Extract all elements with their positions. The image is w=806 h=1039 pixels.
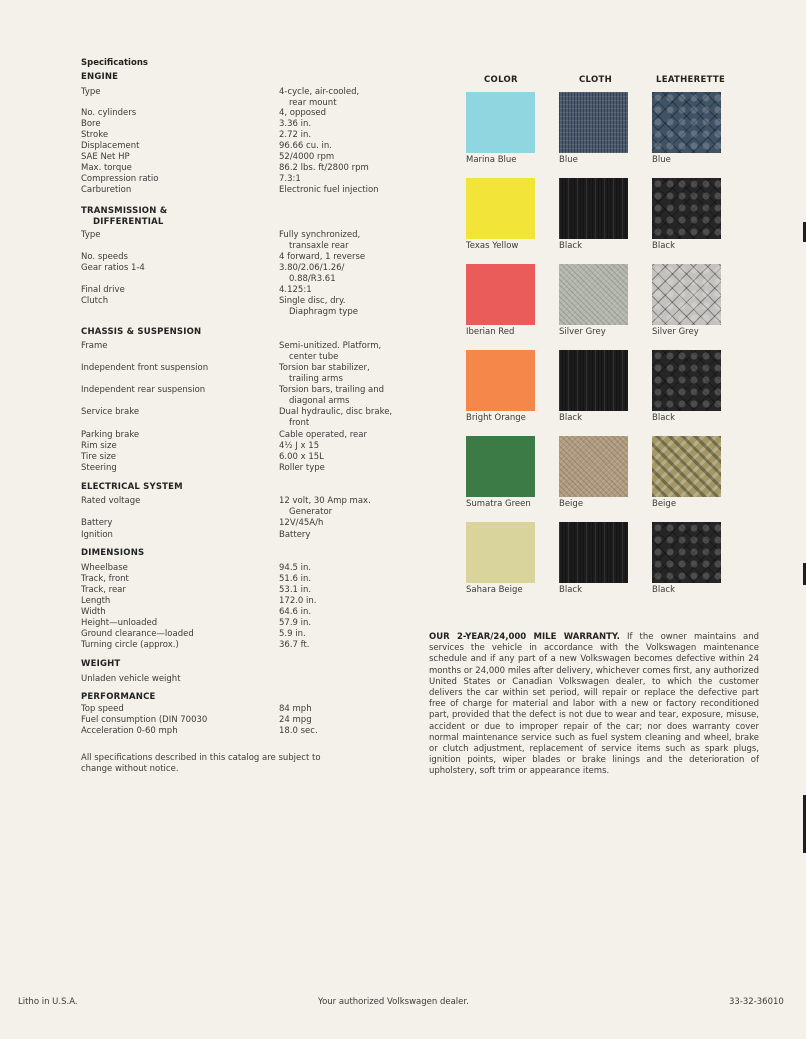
- spec-label: Max. torque: [81, 163, 132, 173]
- cloth-swatch-label: Blue: [559, 155, 578, 165]
- leatherette-swatch: [652, 178, 721, 239]
- spec-value: [279, 496, 469, 518]
- spec-label: No. cylinders: [81, 108, 137, 118]
- warranty-body: If the owner maintains and services the vehicle in accordance with the Volkswagen maintenance schedule and if any part of a new Volkswagen becomes defective within 24 months or 24,000 miles after delivery, whichever comes first, any authorized United States or Canadian Volkswagen dealer, to which the customer delivers the car within set period, will repair or replace the defective part free of charge for material and labor with a new or factory reconditioned part, provided that the defect is not due to wear and tear, exposure, misuse, accident or due to improper repair of the car; nor does warranty cover normal maintenance service such as fuel system cleaning and wheel, brake or clutch adjustment, replacement of service items such as spark plugs, ignition points, wiper blades or brake linings and the deterioration of upholstery, soft trim or appearance items.: [429, 632, 759, 777]
- section-heading-chassis: CHASSIS & SUSPENSION: [81, 327, 202, 337]
- spec-value-line: 24 mpg: [279, 715, 312, 725]
- color-swatch-label: Bright Orange: [466, 413, 526, 423]
- spec-value-line: Single disc, dry.: [279, 296, 346, 306]
- warranty-text: [429, 632, 759, 778]
- spec-value: [279, 185, 469, 196]
- spec-value-line: Semi-unitized. Platform,: [279, 341, 382, 351]
- spec-value: [279, 87, 469, 109]
- spec-value-line: 6.00 x 15L: [279, 452, 324, 462]
- color-swatch-label: Sahara Beige: [466, 585, 523, 595]
- spec-label: Bore: [81, 119, 101, 129]
- spec-value-line: 94.5 in.: [279, 563, 312, 573]
- spec-value-line: Cable operated, rear: [279, 430, 367, 440]
- spec-label: Frame: [81, 341, 108, 351]
- header-cloth: CLOTH: [579, 75, 612, 85]
- spec-label: No. speeds: [81, 252, 128, 262]
- spec-label: Acceleration 0-60 mph: [81, 726, 178, 736]
- spec-label: Independent front suspension: [81, 363, 209, 373]
- spec-value: [279, 463, 469, 474]
- spec-label: Displacement: [81, 141, 140, 151]
- spec-value: [279, 618, 469, 629]
- spec-value-line: 7.3:1: [279, 174, 301, 184]
- cloth-swatch: [559, 350, 628, 411]
- cloth-swatch: [559, 92, 628, 153]
- spec-value-line: front: [289, 418, 310, 429]
- spec-value: [279, 296, 469, 318]
- spec-value: [279, 596, 469, 607]
- header-leatherette: LEATHERETTE: [656, 75, 726, 85]
- spec-value: [279, 441, 469, 452]
- specifications-title: Specifications: [81, 58, 148, 68]
- spec-label: Parking brake: [81, 430, 140, 440]
- section-heading-electrical: ELECTRICAL SYSTEM: [81, 482, 183, 492]
- leatherette-swatch-label: Black: [652, 585, 675, 595]
- cloth-swatch: [559, 522, 628, 583]
- spec-value-line: 86.2 lbs. ft/2800 rpm: [279, 163, 369, 173]
- spec-value: [279, 174, 469, 185]
- spec-value-line: 12V/45A/h: [279, 518, 324, 528]
- spec-value: [279, 385, 469, 407]
- spec-label: Final drive: [81, 285, 125, 295]
- cloth-swatch-label: Black: [559, 585, 582, 595]
- spec-label: Tire size: [81, 452, 117, 462]
- spec-value-line: 4, opposed: [279, 108, 327, 118]
- section-heading-transmission: [81, 206, 167, 228]
- spec-label: Width: [81, 607, 106, 617]
- spec-label: Compression ratio: [81, 174, 159, 184]
- spec-value: [279, 363, 469, 385]
- spec-value: [279, 230, 469, 252]
- spec-value: [279, 163, 469, 174]
- leatherette-swatch: [652, 522, 721, 583]
- color-swatch: [466, 350, 535, 411]
- spec-label: Service brake: [81, 407, 140, 417]
- cloth-swatch: [559, 178, 628, 239]
- spec-value: [279, 530, 469, 541]
- color-swatch-label: Texas Yellow: [466, 241, 519, 251]
- leatherette-swatch: [652, 264, 721, 325]
- spec-value-line: 12 volt, 30 Amp max.: [279, 496, 371, 506]
- spec-value: [279, 574, 469, 585]
- spec-value-line: 84 mph: [279, 704, 312, 714]
- spec-value-line: Generator: [289, 507, 333, 518]
- spec-label: Carburetion: [81, 185, 132, 195]
- spec-value: [279, 119, 469, 130]
- spec-value: [279, 341, 469, 363]
- spec-label: Rim size: [81, 441, 117, 451]
- spec-label: Steering: [81, 463, 117, 473]
- spec-value-line: 3.80/2.06/1.26/: [279, 263, 345, 273]
- spec-value: [279, 141, 469, 152]
- spec-label: Gear ratios 1-4: [81, 263, 145, 273]
- spec-value: [279, 152, 469, 163]
- section-heading-dimensions: DIMENSIONS: [81, 548, 145, 558]
- spec-value-line: 4½ J x 15: [279, 441, 320, 451]
- spec-value-line: Fully synchronized,: [279, 230, 361, 240]
- spec-value: [279, 407, 469, 429]
- footer-litho: Litho in U.S.A.: [18, 997, 78, 1007]
- spec-value: [279, 607, 469, 618]
- section-heading-weight: WEIGHT: [81, 659, 121, 669]
- spec-label: Rated voltage: [81, 496, 141, 506]
- spec-value-line: Torsion bars, trailing and: [279, 385, 385, 395]
- spec-value-line: 0.88/R3.61: [289, 274, 336, 285]
- cloth-swatch-label: Black: [559, 413, 582, 423]
- leatherette-swatch: [652, 350, 721, 411]
- spec-value-line: 53.1 in.: [279, 585, 312, 595]
- section-heading-line: TRANSMISSION &: [81, 206, 168, 216]
- spec-value: [279, 452, 469, 463]
- spec-label: Type: [81, 230, 101, 240]
- spec-label: Length: [81, 596, 111, 606]
- spec-label: Clutch: [81, 296, 109, 306]
- spec-value-line: center tube: [289, 352, 339, 363]
- spec-value-line: 51.6 in.: [279, 574, 312, 584]
- spec-value-line: 52/4000 rpm: [279, 152, 335, 162]
- spec-value-line: 18.0 sec.: [279, 726, 318, 736]
- spec-value-line: trailing arms: [289, 374, 343, 385]
- leatherette-swatch-label: Silver Grey: [652, 327, 699, 337]
- color-swatch-label: Marina Blue: [466, 155, 517, 165]
- spec-label: Ground clearance—loaded: [81, 629, 194, 639]
- spec-value: [279, 285, 469, 296]
- cloth-swatch-label: Silver Grey: [559, 327, 606, 337]
- spec-label: Track, rear: [81, 585, 126, 595]
- spec-value-line: 64.6 in.: [279, 607, 312, 617]
- spec-value-line: Roller type: [279, 463, 325, 473]
- spec-label: Top speed: [81, 704, 124, 714]
- color-swatch: [466, 522, 535, 583]
- color-swatch: [466, 436, 535, 497]
- spec-value: [279, 130, 469, 141]
- spec-value-line: rear mount: [289, 98, 337, 109]
- spec-label: Fuel consumption (DIN 70030: [81, 715, 208, 725]
- section-heading-performance: PERFORMANCE: [81, 692, 156, 702]
- spec-value-line: 5.9 in.: [279, 629, 306, 639]
- leatherette-swatch: [652, 436, 721, 497]
- spec-label: Battery: [81, 518, 113, 528]
- spec-value: [279, 252, 469, 263]
- footer-dealer: Your authorized Volkswagen dealer.: [318, 997, 469, 1007]
- cloth-swatch: [559, 264, 628, 325]
- spec-value-line: Battery: [279, 530, 311, 540]
- spec-value-line: transaxle rear: [289, 241, 349, 252]
- spec-value: [279, 263, 469, 285]
- color-swatch: [466, 264, 535, 325]
- color-swatch: [466, 178, 535, 239]
- leatherette-swatch-label: Blue: [652, 155, 671, 165]
- specs-note: All specifications described in this catalog are subject to change without notice.: [81, 753, 321, 775]
- spec-value-line: Torsion bar stabilizer,: [279, 363, 370, 373]
- spec-value: [279, 563, 469, 574]
- spec-value-line: Electronic fuel injection: [279, 185, 379, 195]
- leatherette-swatch-label: Black: [652, 241, 675, 251]
- section-heading-engine: ENGINE: [81, 72, 119, 82]
- leatherette-swatch-label: Black: [652, 413, 675, 423]
- leatherette-swatch-label: Beige: [652, 499, 677, 509]
- spec-value-line: Diaphragm type: [289, 307, 358, 318]
- cloth-swatch-label: Black: [559, 241, 582, 251]
- spec-value-line: 4-cycle, air-cooled,: [279, 87, 360, 97]
- spec-label: SAE Net HP: [81, 152, 130, 162]
- spec-label: Height—unloaded: [81, 618, 158, 628]
- color-swatch: [466, 92, 535, 153]
- spec-value: [279, 108, 469, 119]
- spec-label: Unladen vehicle weight: [81, 674, 181, 684]
- spec-value-line: 36.7 ft.: [279, 640, 310, 650]
- spec-value-line: diagonal arms: [289, 396, 350, 407]
- cloth-swatch: [559, 436, 628, 497]
- spec-label: Turning circle (approx.): [81, 640, 179, 650]
- spec-value-line: 96.66 cu. in.: [279, 141, 332, 151]
- spec-label: Independent rear suspension: [81, 385, 206, 395]
- header-color: COLOR: [484, 75, 518, 85]
- cloth-swatch-label: Beige: [559, 499, 584, 509]
- spec-value: [279, 585, 469, 596]
- spec-label: Ignition: [81, 530, 113, 540]
- spec-label: Stroke: [81, 130, 109, 140]
- spec-label: Wheelbase: [81, 563, 128, 573]
- spec-value: [279, 430, 469, 441]
- spec-label: Track, front: [81, 574, 129, 584]
- spec-value-line: 4 forward, 1 reverse: [279, 252, 366, 262]
- spec-value-line: Dual hydraulic, disc brake,: [279, 407, 393, 417]
- spec-label: Type: [81, 87, 101, 97]
- color-swatch-label: Sumatra Green: [466, 499, 531, 509]
- warranty-title: OUR 2-YEAR/24,000 MILE WARRANTY.: [429, 632, 620, 642]
- leatherette-swatch: [652, 92, 721, 153]
- spec-value: [279, 518, 469, 529]
- spec-value-line: 172.0 in.: [279, 596, 317, 606]
- spec-value-line: 4.125:1: [279, 285, 312, 295]
- spec-value-line: 3.36 in.: [279, 119, 312, 129]
- color-swatch-label: Iberian Red: [466, 327, 515, 337]
- spec-value-line: 57.9 in.: [279, 618, 312, 628]
- section-heading-line: DIFFERENTIAL: [93, 217, 164, 227]
- footer-code: 33-32-36010: [729, 997, 784, 1007]
- spec-value-line: 2.72 in.: [279, 130, 312, 140]
